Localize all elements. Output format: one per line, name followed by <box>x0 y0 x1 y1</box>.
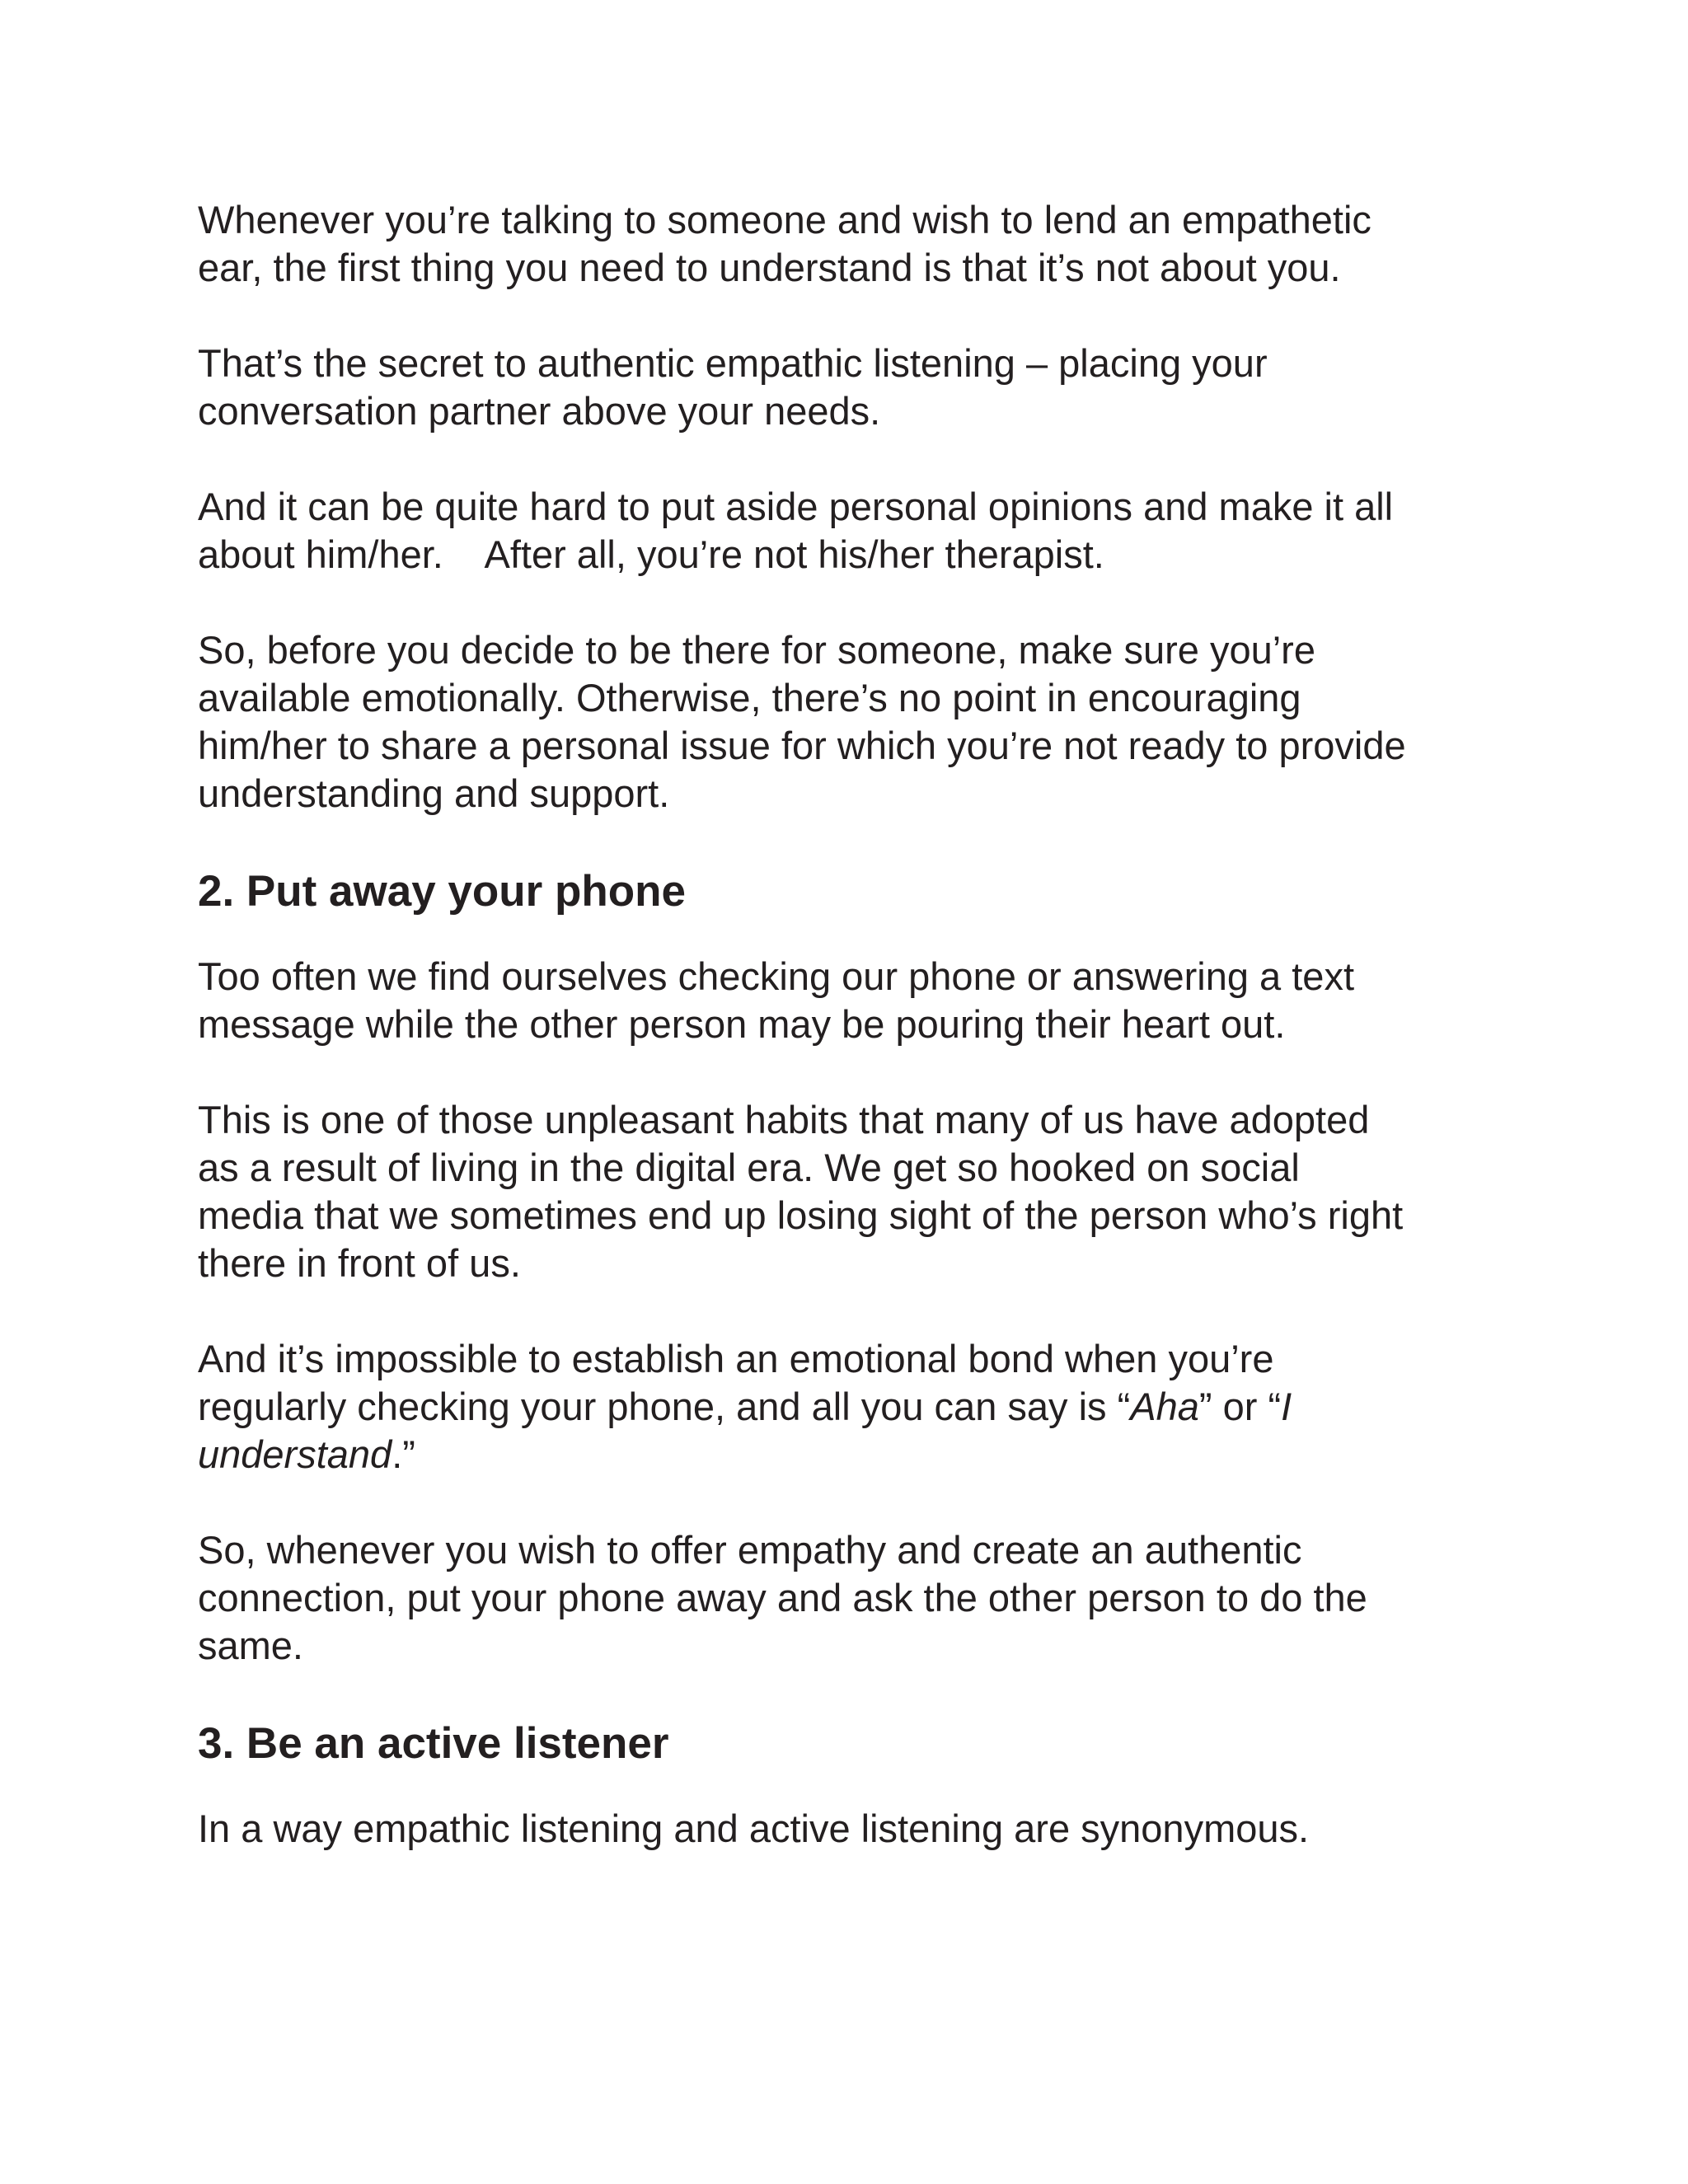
italic-text-run: Aha <box>1130 1385 1199 1428</box>
text-line: media that we sometimes end up losing sight of the person who’s right <box>198 1193 1404 1237</box>
text-line: him/her to share a personal issue for which you’re not ready to provide <box>198 724 1406 767</box>
text-line: as a result of living in the digital era. We get so hooked on social <box>198 1146 1300 1189</box>
text-line: connection, put your phone away and ask the other person to do the <box>198 1576 1367 1619</box>
section-2-heading: 2. Put away your phone <box>198 867 686 916</box>
intro-paragraph-1 <box>198 196 1500 292</box>
text-run: regularly checking your phone, and all you can say is “ <box>198 1385 1131 1428</box>
text-line <box>198 1431 1500 1479</box>
section-2-paragraph-3 <box>198 1335 1500 1479</box>
text-line: ear, the first thing you need to understand is that it’s not about you. <box>198 246 1341 289</box>
italic-text-run: understand <box>198 1432 392 1476</box>
text-line: So, whenever you wish to offer empathy and create an authentic <box>198 1528 1302 1572</box>
text-run: ” or “ <box>1198 1385 1282 1428</box>
text-line: Too often we find ourselves checking our phone or answering a text <box>198 954 1355 998</box>
text-line: conversation partner above your needs. <box>198 389 881 433</box>
text-line: This is one of those unpleasant habits that many of us have adopted <box>198 1098 1370 1141</box>
intro-paragraph-3 <box>198 483 1500 579</box>
text-line: In a way empathic listening and active listening are synonymous. <box>198 1807 1310 1850</box>
text-line: And it can be quite hard to put aside personal opinions and make it all <box>198 485 1394 528</box>
section-2-paragraph-2 <box>198 1096 1500 1287</box>
text-line: message while the other person may be pouring their heart out. <box>198 1002 1286 1046</box>
text-line: there in front of us. <box>198 1241 521 1285</box>
text-line: understanding and support. <box>198 771 670 815</box>
document-body <box>198 196 1500 1900</box>
intro-paragraph-4 <box>198 626 1500 818</box>
text-run: .” <box>392 1432 415 1476</box>
text-line: And it’s impossible to establish an emotional bond when you’re <box>198 1337 1274 1380</box>
text-line: available emotionally. Otherwise, there’s no point in encouraging <box>198 676 1301 719</box>
text-line: Whenever you’re talking to someone and wish to lend an empathetic <box>198 198 1372 241</box>
section-3-heading: 3. Be an active listener <box>198 1719 669 1768</box>
section-2-paragraph-4 <box>198 1526 1500 1670</box>
italic-text-run: I <box>1281 1385 1292 1428</box>
text-line <box>198 1383 1500 1431</box>
text-line: same. <box>198 1624 303 1667</box>
text-line: about him/her. After all, you’re not his/her therapist. <box>198 532 1104 576</box>
section-2-paragraph-1 <box>198 953 1500 1048</box>
text-line: That’s the secret to authentic empathic listening – placing your <box>198 341 1268 385</box>
section-3-paragraph-1 <box>198 1805 1500 1853</box>
intro-paragraph-2 <box>198 340 1500 435</box>
text-line: So, before you decide to be there for someone, make sure you’re <box>198 628 1315 672</box>
